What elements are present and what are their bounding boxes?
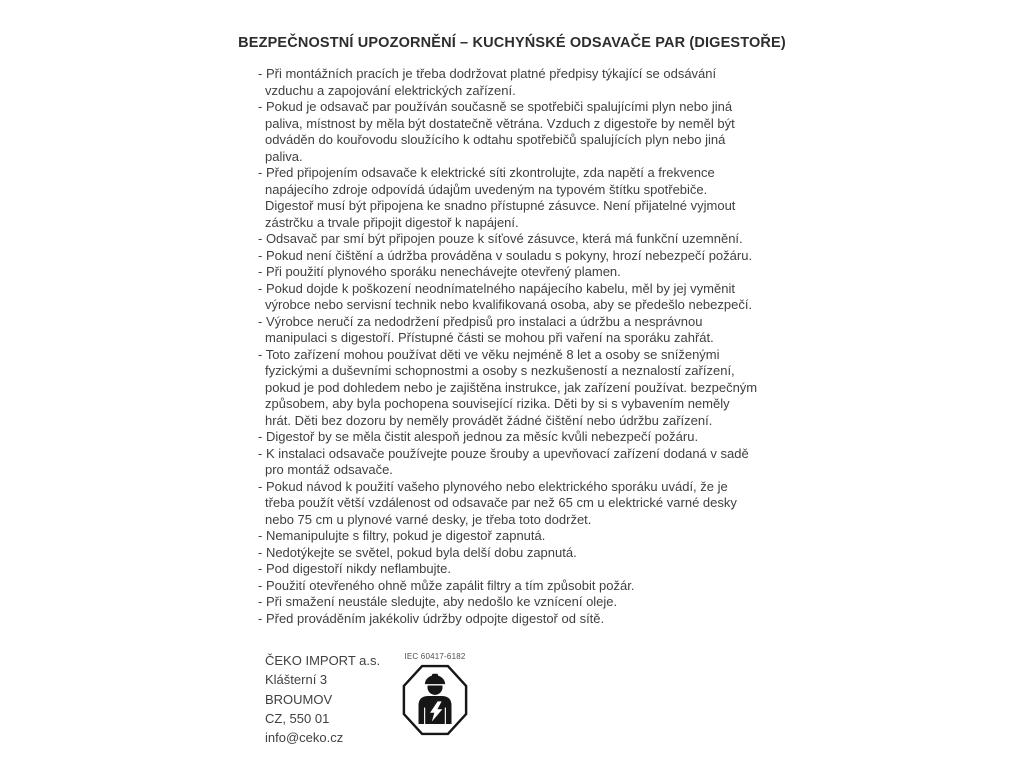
warning-item: - Digestoř by se měla čistit alespoň jednou za měsíc kvůli nebezpečí požáru. [258, 429, 699, 444]
warning-item: - Před připojením odsavače k elektrické síti zkontrolujte, zda napětí a frekvence napájecího zdroje odpovídá údajům uvedeným na typovém štítku spotřebiče. Digestoř musí být připojena ke snadno přístupné zásuvce. Není přijatelné vyjmout zástrčku a trvale připojit digestoř k napájení. [258, 165, 736, 230]
warning-item: - Při smažení neustále sledujte, aby nedošlo ke vznícení oleje. [258, 594, 618, 609]
qualified-electrician-icon [398, 664, 472, 736]
iec-standard-label: IEC 60417-6182 [404, 652, 466, 661]
warning-list [258, 66, 758, 627]
warning-item: - Před prováděním jakékoliv údržby odpojte digestoř od sítě. [258, 610, 605, 626]
company-address [265, 651, 380, 747]
company-email: info@ceko.cz [265, 730, 344, 746]
warning-item: - Při použití plynového sporáku nenechávejte otevřený plamen. [258, 264, 621, 279]
warning-item: - Odsavač par smí být připojen pouze k síťové zásuvce, která má funkční uzemnění. [258, 231, 743, 246]
company-name: ČEKO IMPORT a.s. [265, 653, 381, 668]
warning-item: - Pokud není čištění a údržba prováděna v souladu s pokyny, hrozí nebezpečí požáru. [258, 247, 753, 263]
company-street: Klášterní 3 [265, 672, 328, 688]
warning-item: - Pokud návod k použití vašeho plynového nebo elektrického sporáku uvádí, že je třeba použít větší vzdálenost od odsavače par než 65 cm u elektrické varné desky nebo 75 cm u plynové varné desky, je třeba toto dodržet. [258, 478, 737, 527]
warning-item: - Použití otevřeného ohně může zapálit filtry a tím způsobit požár. [258, 577, 635, 593]
warning-item: - Nemanipulujte s filtry, pokud je digestoř zapnutá. [258, 528, 546, 543]
warning-item: - Pokud je odsavač par používán současně se spotřebiči spalujícími plyn nebo jiná paliva, místnost by měla být dostatečně větrána. Vzduch z digestoře by neměl být odváděn do kouřovodu sloužícího k odtahu spotřebičů spalujících plyn nebo jiná paliva. [258, 99, 735, 164]
warning-item: - Nedotýkejte se světel, pokud byla delší dobu zapnutá. [258, 544, 577, 560]
page-title: BEZPEČNOSTNÍ UPOZORNĚNÍ – KUCHYŃSKÉ ODSAVAČE PAR (DIGESTOŘE) [238, 35, 786, 51]
warning-item: - Toto zařízení mohou používat děti ve věku nejméně 8 let a osoby se sníženými fyzickými a duševními schopnostmi a osoby s nezkušeností a neznalostí zařízení, pokud je pod dohledem nebo je zajištěna instrukce, jak zařízení používat. bezpečným způsobem, aby byla pochopena související rizika. Děti by si s vybavením neměly hrát. Děti bez dozoru by neměly provádět žádné čištění nebo údržbu zařízení. [258, 346, 758, 428]
warning-item: - Pokud dojde k poškození neodnímatelného napájecího kabelu, měl by jej vyměnit výrobce nebo servisní technik nebo kvalifikovaná osoba, aby se předešlo nebezpečí. [258, 280, 753, 312]
company-postal: CZ, 550 01 [265, 710, 330, 726]
warning-item: - K instalaci odsavače používejte pouze šrouby a upevňovací zařízení dodaná v sadě pro montáž odsavače. [258, 445, 749, 477]
company-city: BROUMOV [265, 691, 333, 707]
warning-item: - Při montážních pracích je třeba dodržovat platné předpisy týkající se odsávání vzduchu a zapojování elektrických zařízení. [258, 66, 717, 98]
certification-block [398, 652, 472, 736]
warning-item: - Pod digestoří nikdy neflambujte. [258, 561, 451, 576]
warning-item: - Výrobce neručí za nedodržení předpisů pro instalaci a údržbu a nesprávnou manipulaci s digestoří. Přístupné části se mohou při vaření na sporáku zahřát. [258, 313, 714, 345]
